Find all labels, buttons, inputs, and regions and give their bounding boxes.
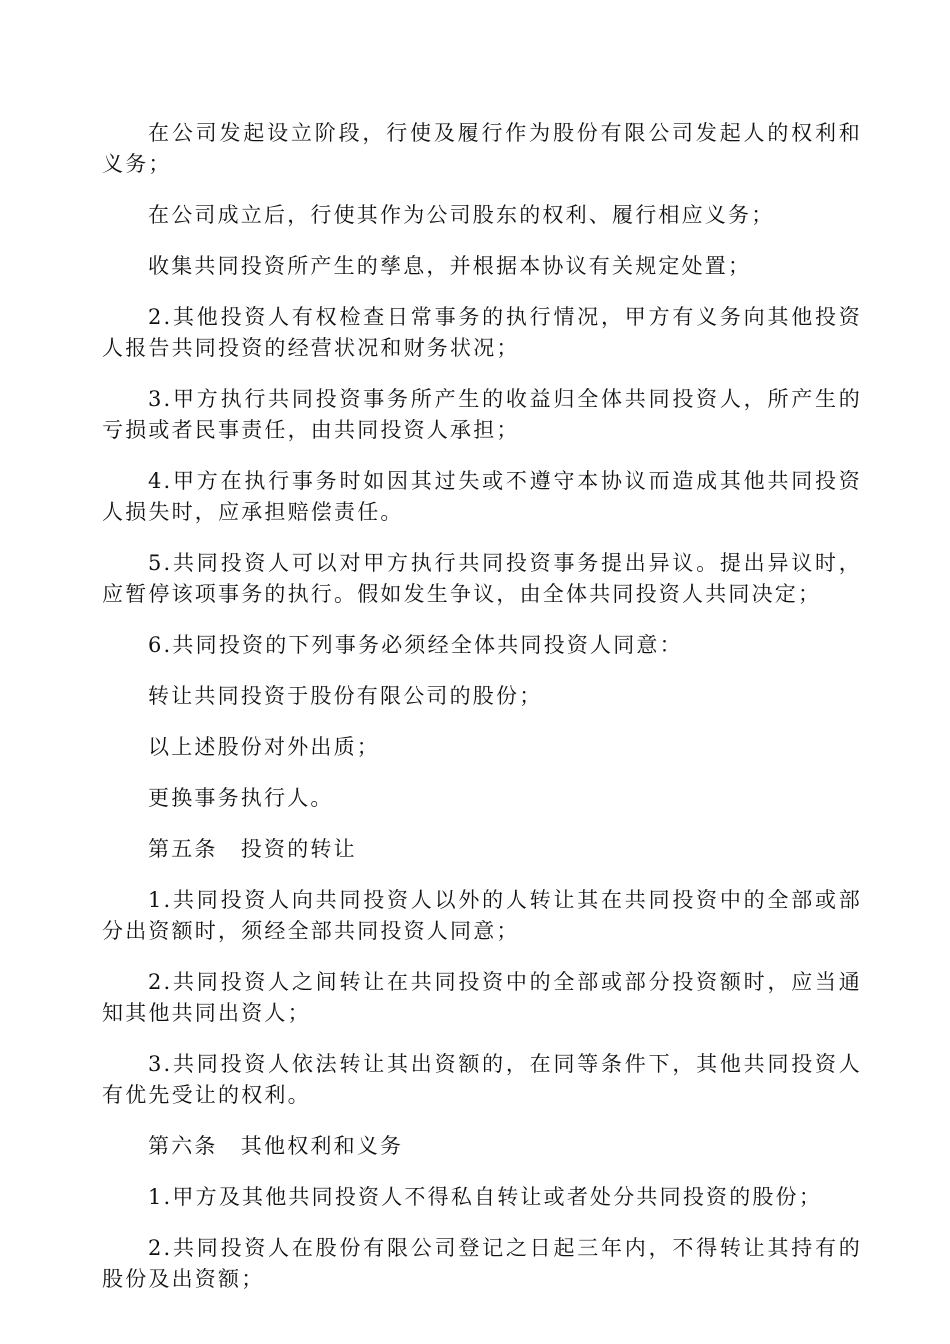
paragraph-pledge: 以上述股份对外出质；	[148, 735, 380, 759]
paragraph-art5-item-2: 2.共同投资人之间转让在共同投资中的全部或部分投资额时，应当通知其他共同出资人；	[102, 970, 862, 1025]
paragraph-item-6-consent: 6.共同投资的下列事务必须经全体共同投资人同意：	[148, 633, 683, 657]
paragraph-item-5-objection: 5.共同投资人可以对甲方执行共同投资事务提出异议。提出异议时，应暂停该项事务的执行。假如发生争议，由全体共同投资人共同决定；	[102, 551, 862, 606]
paragraph-item-4-liability: 4.甲方在执行事务时如因其过失或不遵守本协议而造成其他共同投资人损失时，应承担赔偿责任。	[102, 469, 862, 524]
paragraph-art5-item-1: 1.共同投资人向共同投资人以外的人转让其在共同投资中的全部或部分出资额时，须经全部共同投资人同意；	[102, 888, 862, 943]
paragraph-collect-fruits: 收集共同投资所产生的孳息，并根据本协议有关规定处置；	[148, 254, 752, 278]
paragraph-transfer-shares: 转让共同投资于股份有限公司的股份；	[148, 684, 543, 708]
paragraph-promoter-rights: 在公司发起设立阶段，行使及履行作为股份有限公司发起人的权利和义务；	[102, 121, 862, 176]
article-5-heading: 第五条 投资的转让	[148, 837, 357, 861]
paragraph-art6-item-1: 1.甲方及其他共同投资人不得私自转让或者处分共同投资的股份；	[148, 1185, 823, 1209]
paragraph-shareholder-rights: 在公司成立后，行使其作为公司股东的权利、履行相应义务；	[148, 203, 775, 227]
paragraph-item-2-inspection: 2.其他投资人有权检查日常事务的执行情况，甲方有义务向其他投资人报告共同投资的经营状况和财务状况；	[102, 305, 862, 360]
paragraph-item-3-proceeds: 3.甲方执行共同投资事务所产生的收益归全体共同投资人，所产生的亏损或者民事责任，由共同投资人承担；	[102, 387, 862, 442]
document-body	[102, 118, 862, 1315]
article-6-heading: 第六条 其他权利和义务	[148, 1134, 404, 1158]
paragraph-art5-item-3: 3.共同投资人依法转让其出资额的，在同等条件下，其他共同投资人有优先受让的权利。	[102, 1052, 862, 1107]
paragraph-replace-executor: 更换事务执行人。	[148, 786, 334, 810]
paragraph-art6-item-2: 2.共同投资人在股份有限公司登记之日起三年内，不得转让其持有的股份及出资额；	[102, 1236, 862, 1291]
